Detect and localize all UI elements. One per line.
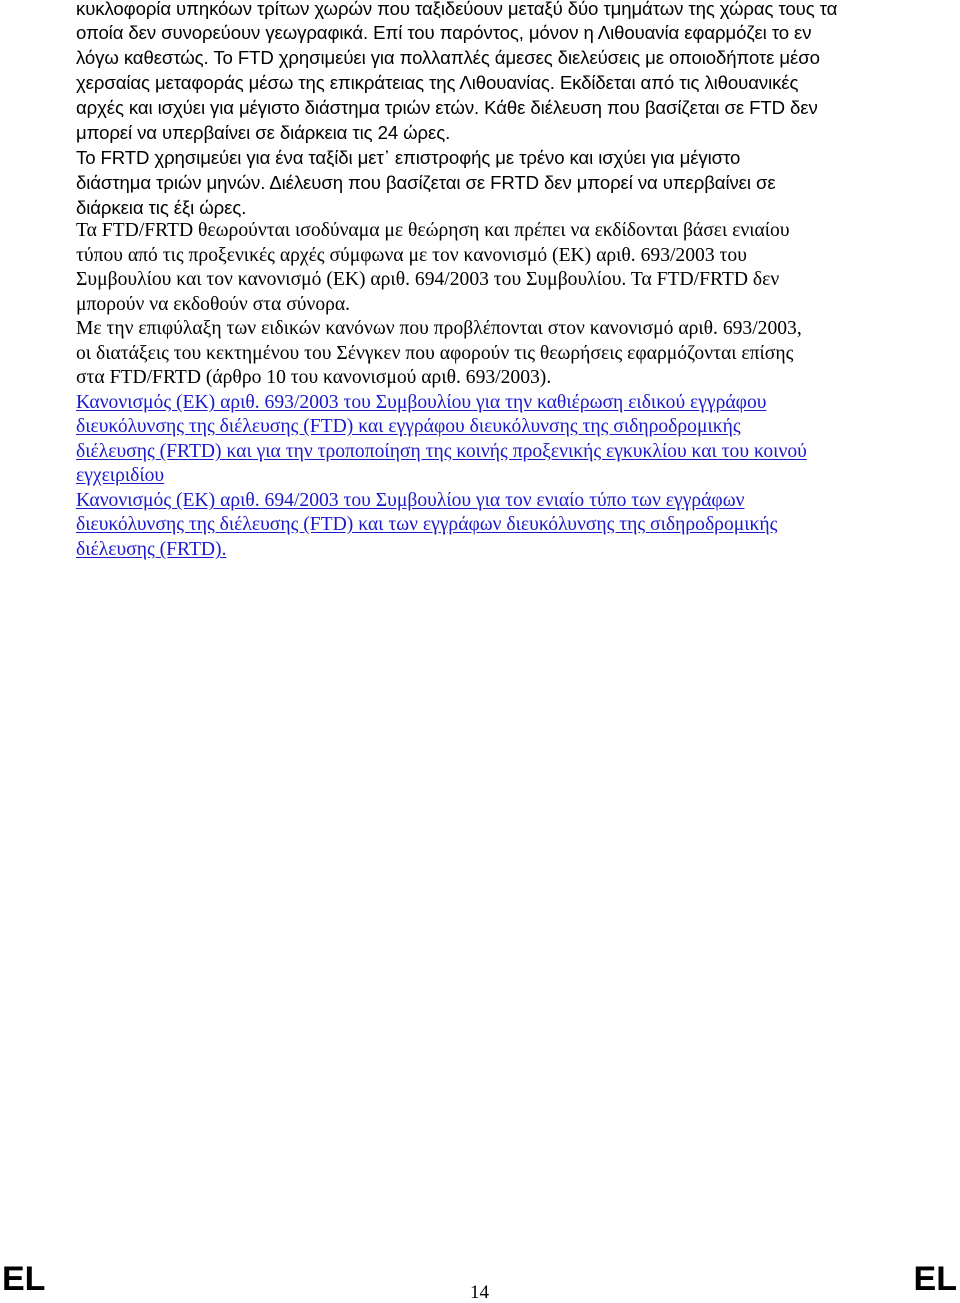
text-line: κυκλοφορία υπηκόων τρίτων χωρών που ταξιδεύουν μεταξύ δύο τμημάτων της χώρας τους τα — [76, 0, 838, 19]
link-line[interactable]: Κανονισμός (ΕΚ) αριθ. 693/2003 του Συμβουλίου για την καθιέρωση ειδικού εγγράφου — [76, 392, 767, 413]
text-line: Το FRTD χρησιμεύει για ένα ταξίδι μετ᾽ επιστροφής με τρένο και ισχύει για μέγιστο — [76, 147, 741, 168]
link-line[interactable]: διέλευσης (FRTD) και για την τροποποίηση της κοινής προξενικής εγκυκλίου και του κοινού — [76, 441, 807, 462]
link-line[interactable]: διευκόλυνσης της διέλευσης (FTD) και εγγράφου διευκόλυνσης της σιδηροδρομικής — [76, 416, 741, 437]
text-line: Με την επιφύλαξη των ειδικών κανόνων που προβλέπονται στον κανονισμό αριθ. 693/2003, — [76, 318, 802, 339]
text-line: οποία δεν συνορεύουν γεωγραφικά. Επί του παρόντος, μόνον η Λιθουανία εφαρμόζει το εν — [76, 22, 812, 43]
text-line: Συμβουλίου και τον κανονισμό (ΕΚ) αριθ. 694/2003 του Συμβουλίου. Τα FTD/FRTD δεν — [76, 269, 780, 290]
page-number: 14 — [470, 1282, 489, 1303]
text-line: αρχές και ισχύει για μέγιστο διάστημα τριών ετών. Κάθε διέλευση που βασίζεται σε FTD δεν — [76, 97, 818, 118]
text-line: διάστημα τριών μηνών. Διέλευση που βασίζεται σε FRTD δεν μπορεί να υπερβαίνει σε — [76, 172, 776, 193]
text-line: λόγω καθεστώς. Το FTD χρησιμεύει για πολλαπλές άμεσες διελεύσεις με οποιοδήποτε μέσο — [76, 47, 820, 68]
text-line: Τα FTD/FRTD θεωρούνται ισοδύναμα με θεώρηση και πρέπει να εκδίδονται βάσει ενιαίου — [76, 220, 790, 241]
link-line[interactable]: Κανονισμός (ΕΚ) αριθ. 694/2003 του Συμβουλίου για τον ενιαίο τύπο των εγγράφων — [76, 490, 745, 511]
text-line: οι διατάξεις του κεκτημένου του Σένγκεν που αφορούν τις θεωρήσεις εφαρμόζονται επίσης — [76, 343, 794, 364]
text-line: μπορούν να εκδοθούν στα σύνορα. — [76, 294, 351, 315]
text-line: μπορεί να υπερβαίνει σε διάρκεια τις 24 ώρες. — [76, 122, 451, 143]
text-line: διάρκεια τις έξι ώρες. — [76, 197, 247, 218]
footer-language-right: EL — [913, 1260, 957, 1298]
text-line: χερσαίας μεταφοράς μέσω της επικράτειας της Λιθουανίας. Εκδίδεται από τις λιθουανικές — [76, 72, 799, 93]
footer-language-left: EL — [2, 1260, 46, 1298]
text-line: τύπου από τις προξενικές αρχές σύμφωνα με τον κανονισμό (ΕΚ) αριθ. 693/2003 του — [76, 245, 747, 266]
text-line: στα FTD/FRTD (άρθρο 10 του κανονισμού αριθ. 693/2003). — [76, 367, 552, 388]
link-line[interactable]: εγχειριδίου — [76, 465, 165, 486]
link-line[interactable]: διέλευσης (FRTD). — [76, 539, 227, 560]
link-line[interactable]: διευκόλυνσης της διέλευσης (FTD) και των εγγράφων διευκόλυνσης της σιδηροδρομικής — [76, 514, 778, 535]
